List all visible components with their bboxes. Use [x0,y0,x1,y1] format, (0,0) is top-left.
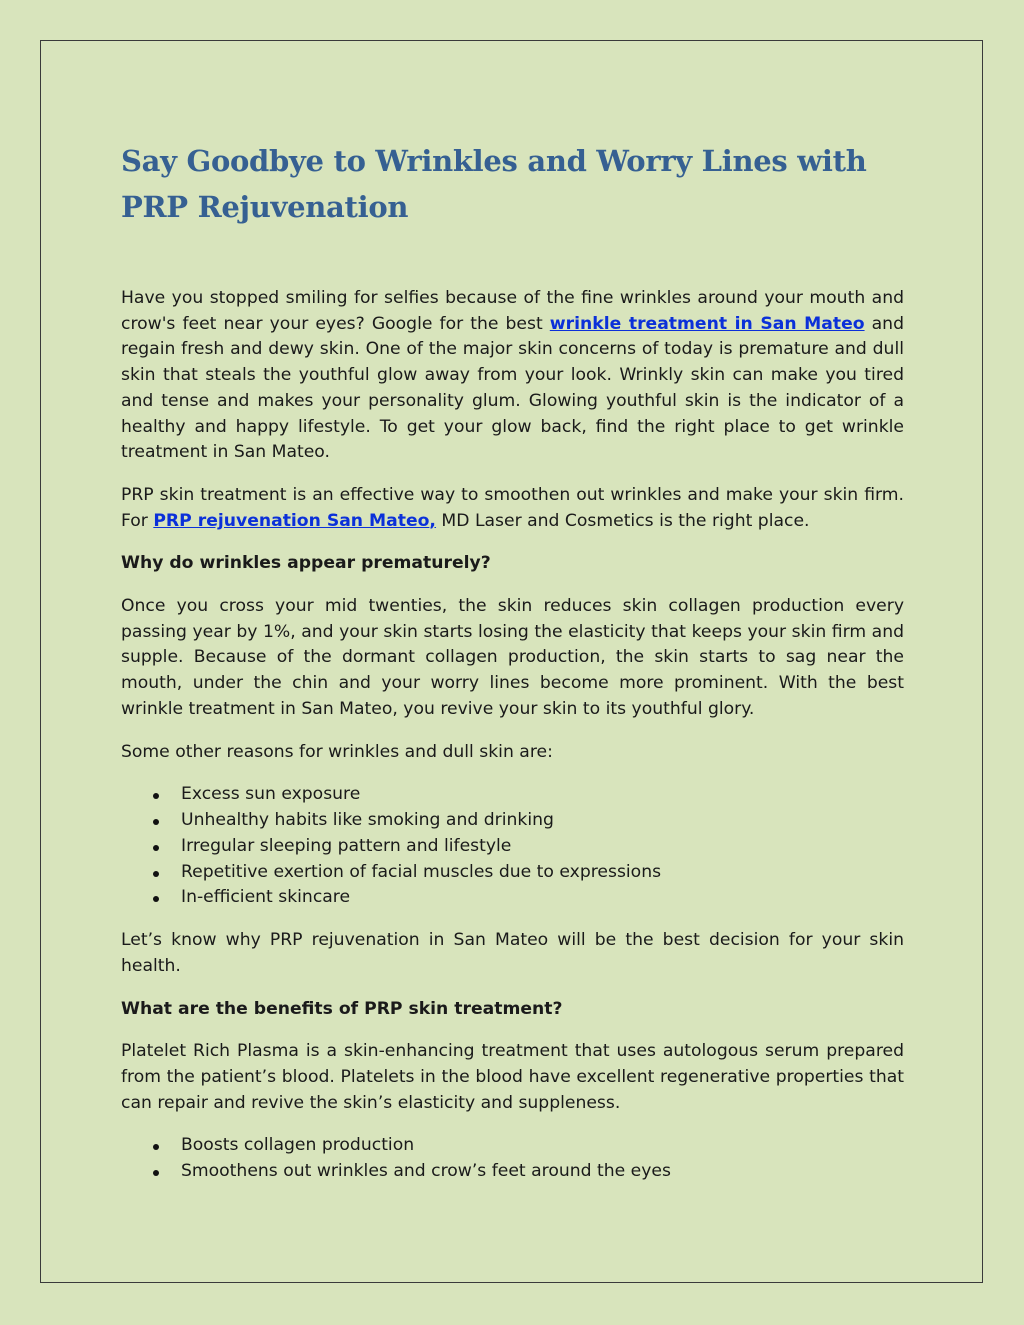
bullet-icon [153,871,159,877]
reasons-list [121,782,904,911]
prp-link-comma[interactable]: , [429,510,436,531]
collagen-paragraph: Once you cross your mid twenties, the skin reduces skin collagen production every passing year by 1%, and your skin starts losing the elasticity that keeps your skin firm and supple. Because of the dormant collagen production, the skin starts to sag near the mouth, under the chin and your worry lines become more prominent. With the best wrinkle treatment in San Mateo, you revive your skin to its youthful glory. [121,596,904,719]
prp-rejuvenation-link[interactable]: PRP rejuvenation San Mateo [153,510,430,531]
wrinkle-treatment-link[interactable]: wrinkle treatment in San Mateo [549,313,865,334]
decision-paragraph: Let’s know why PRP rejuvenation in San Mateo will be the best decision for your skin health. [121,930,904,976]
platelet-paragraph: Platelet Rich Plasma is a skin-enhancing treatment that uses autologous serum prepared from the patient’s blood. Platelets in the blood have excellent regenerative properties that can repair and revive the skin’s elasticity and suppleness. [121,1041,904,1113]
prp-text-start: PRP skin treatment is an effective way to smoothen out wrinkles and make your skin firm. For [121,484,904,531]
intro-text-end: and regain fresh and dewy skin. One of the major skin concerns of today is premature and dull skin that steals the youthful glow away from your look. Wrinkly skin can make you tired and tense and makes your personality glum. Glowing youthful skin is the indicator of a healthy and happy lifestyle. To get your glow back, find the right place to get wrinkle treatment in San Mateo. [121,313,904,463]
intro-paragraph [121,286,904,466]
bullet-icon [153,845,159,851]
list-item: Smoothens out wrinkles and crow’s feet around the eyes [121,1159,904,1185]
document-body [121,138,904,1185]
list-item: Unhealthy habits like smoking and drinking [121,808,904,834]
section-heading-benefits: What are the benefits of PRP skin treatment? [121,998,563,1019]
bullet-icon [153,819,159,825]
document-title [121,138,904,230]
list-item: Boosts collagen production [121,1133,904,1159]
list-item: Repetitive exertion of facial muscles due to expressions [121,860,904,886]
section-heading-wrinkles: Why do wrinkles appear prematurely? [121,553,491,574]
title-line-1: Say Goodbye to Wrinkles and Worry Lines with [121,144,867,178]
bullet-icon [153,1144,159,1150]
title-line-2: PRP Rejuvenation [121,190,409,224]
list-item: Excess sun exposure [121,782,904,808]
bullet-icon [153,896,159,902]
bullet-icon [153,793,159,799]
list-item: In-efficient skincare [121,885,904,911]
list-item: Irregular sleeping pattern and lifestyle [121,834,904,860]
reasons-intro: Some other reasons for wrinkles and dull skin are: [121,741,553,762]
prp-text-end: MD Laser and Cosmetics is the right place. [435,510,810,531]
prp-paragraph [121,483,904,534]
intro-text-start: Have you stopped smiling for selfies because of the fine wrinkles around your mouth and crow's feet near your eyes? Google for the best [121,288,904,334]
benefits-list [121,1133,904,1185]
bullet-icon [153,1170,159,1176]
